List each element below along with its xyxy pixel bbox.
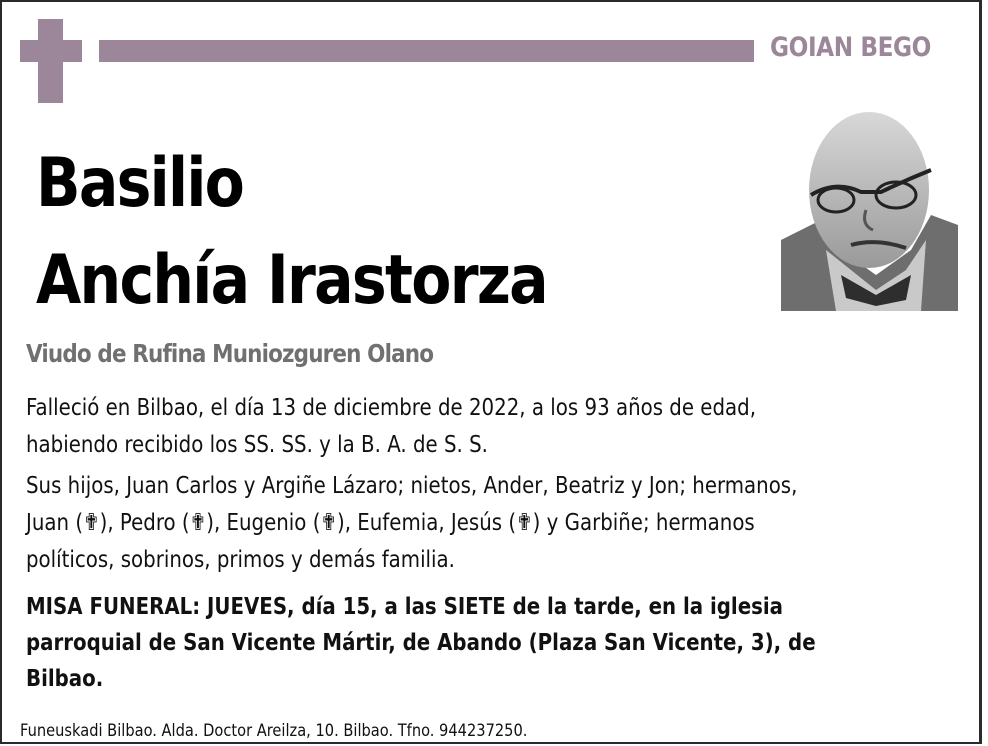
text-line: políticos, sobrinos, primos y demás familia. [26, 547, 455, 573]
relation-subtitle: Viudo de Rufina Muniozguren Olano [26, 339, 434, 368]
funeral-mass-paragraph [26, 589, 816, 697]
surnames: Anchía Irastorza [36, 241, 547, 320]
text-line: habiendo recibido los SS. SS. y la B. A. de S. S. [26, 432, 488, 458]
header-rule [99, 40, 754, 62]
death-notice-paragraph [26, 390, 756, 464]
text-line: Bilbao. [26, 666, 104, 692]
funeral-home-footer: Funeuskadi Bilbao. Alda. Doctor Areilza, 10. Bilbao. Tfno. 944237250. [20, 721, 528, 741]
portrait-photo [781, 100, 958, 311]
text-line: MISA FUNERAL: JUEVES, día 15, a las SIETE de la tarde, en la iglesia [26, 594, 784, 620]
brand-label: GOIAN BEGO [770, 32, 931, 63]
text-line: parroquial de San Vicente Mártir, de Abando (Plaza San Vicente, 3), de [26, 630, 816, 656]
cross-icon-bar [20, 40, 82, 62]
first-name: Basilio [36, 144, 244, 223]
portrait-image [781, 100, 958, 311]
text-line: Juan (✟), Pedro (✟), Eugenio (✟), Eufemia, Jesús (✟) y Garbiñe; hermanos [26, 510, 755, 536]
text-line: Falleció en Bilbao, el día 13 de diciembre de 2022, a los 93 años de edad, [26, 395, 757, 421]
deceased-name [36, 135, 547, 329]
family-paragraph [26, 468, 797, 579]
text-line: Sus hijos, Juan Carlos y Argiñe Lázaro; nietos, Ander, Beatriz y Jon; hermanos, [26, 473, 798, 499]
